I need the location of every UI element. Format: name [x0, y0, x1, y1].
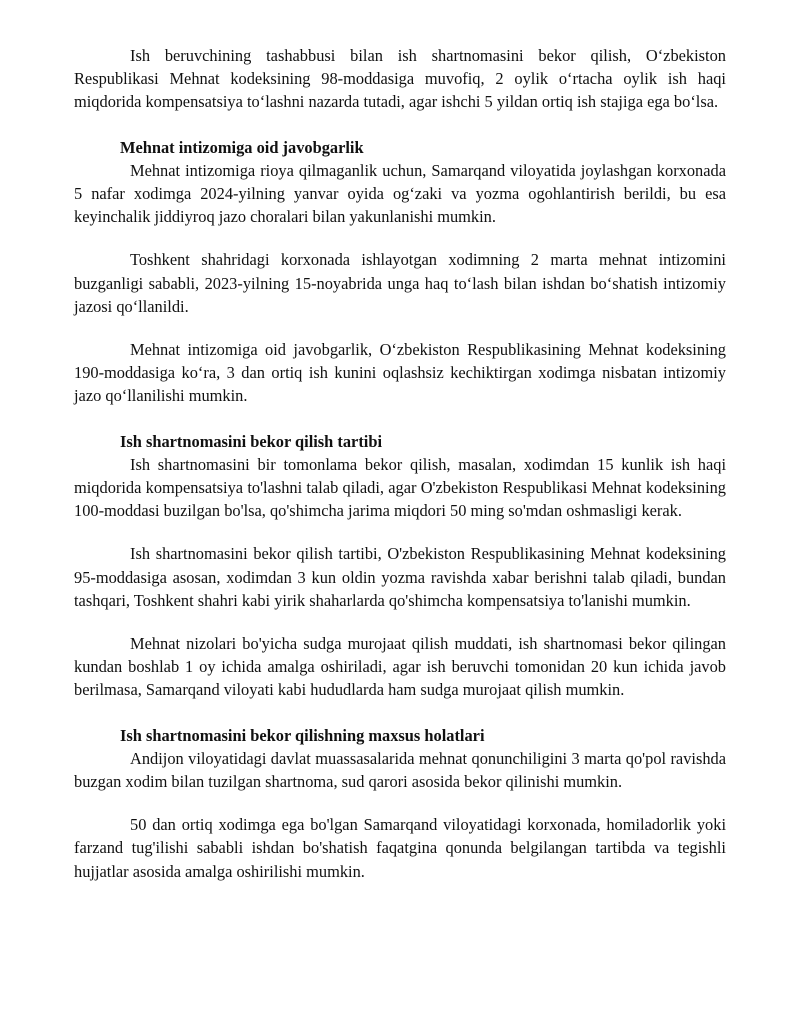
- paragraph: Ish shartnomasini bekor qilish tartibi, O'zbekiston Respublikasining Mehnat kodeksining 95-moddasiga asosan, xodimdan 3 kun oldin yozma ravishda xabar berishni talab qiladi, bundan tashqari, Toshkent shahri kabi yirik shaharlarda qo'shimcha kompensatsiya to'lanishi mumkin.: [74, 544, 726, 610]
- section-labor-discipline: [74, 136, 726, 408]
- section-special-cases: [74, 724, 726, 883]
- section-heading: Mehnat intizomiga oid javobgarlik: [120, 137, 364, 157]
- paragraph: Ish beruvchining tashabbusi bilan ish shartnomasini bekor qilish, O‘zbekiston Respublikasi Mehnat kodeksining 98-moddasiga muvofiq, 2 oylik o‘rtacha oylik ish haqi miqdorida kompensatsiya to‘lashni nazarda tutadi, agar ishchi 5 yildan ortiq ish stajiga ega bo‘lsa.: [74, 46, 726, 112]
- paragraph: Andijon viloyatidagi davlat muassasalarida mehnat qonunchiligini 3 marta qo'pol ravishda buzgan xodim bilan tuzilgan shartnoma, sud qarori asosida bekor qilinishi mumkin.: [74, 748, 726, 792]
- section-intro: [74, 44, 726, 114]
- section-contract-termination: [74, 430, 726, 702]
- section-heading: Ish shartnomasini bekor qilish tartibi: [120, 431, 383, 451]
- paragraph: Ish shartnomasini bir tomonlama bekor qilish, masalan, xodimdan 15 kunlik ish haqi miqdorida kompensatsiya to'lashni talab qiladi, agar O'zbekiston Respublikasi Mehnat kodeksining 100-moddasi buzilgan bo'lsa, qo'shimcha jarima miqdori 50 ming so'mdan oshmasligi kerak.: [74, 454, 726, 521]
- paragraph: Mehnat nizolari bo'yicha sudga murojaat qilish muddati, ish shartnomasi bekor qilingan kundan boshlab 1 oy ichida amalga oshiriladi, agar ish beruvchi tomonidan 20 kun ichida javob berilmasa, Samarqand viloyati kabi hududlarda ham sudga murojaat qilish mumkin.: [74, 634, 726, 700]
- paragraph: 50 dan ortiq xodimga ega bo'lgan Samarqand viloyatidagi korxonada, homiladorlik yoki farzand tug'ilishi sababli ishdan bo'shatish faqatgina qonunda belgilangan tartibda va tegishli hujjatlar asosida amalga oshirilishi mumkin.: [74, 815, 726, 881]
- paragraph: Toshkent shahridagi korxonada ishlayotgan xodimning 2 marta mehnat intizomini buzganligi sababli, 2023-yilning 15-noyabrida unga haq to‘lash bilan ishdan bo‘shatish intizomiy jazosi qo‘llanildi.: [74, 250, 726, 316]
- section-heading: Ish shartnomasini bekor qilishning maxsus holatlari: [120, 725, 485, 745]
- paragraph: Mehnat intizomiga oid javobgarlik, O‘zbekiston Respublikasining Mehnat kodeksining 190-moddasiga ko‘ra, 3 dan ortiq ish kunini oqlashsiz kechiktirgan xodimga nisbatan intizomiy jazo qo‘llanilishi mumkin.: [74, 340, 726, 406]
- paragraph: Mehnat intizomiga rioya qilmaganlik uchun, Samarqand viloyatida joylashgan korxonada 5 nafar xodimga 2024-yilning yanvar oyida og‘zaki va yozma ogohlantirish berildi, bu esa keyinchalik jiddiyroq jazo choralari bilan yakunlanishi mumkin.: [74, 160, 726, 227]
